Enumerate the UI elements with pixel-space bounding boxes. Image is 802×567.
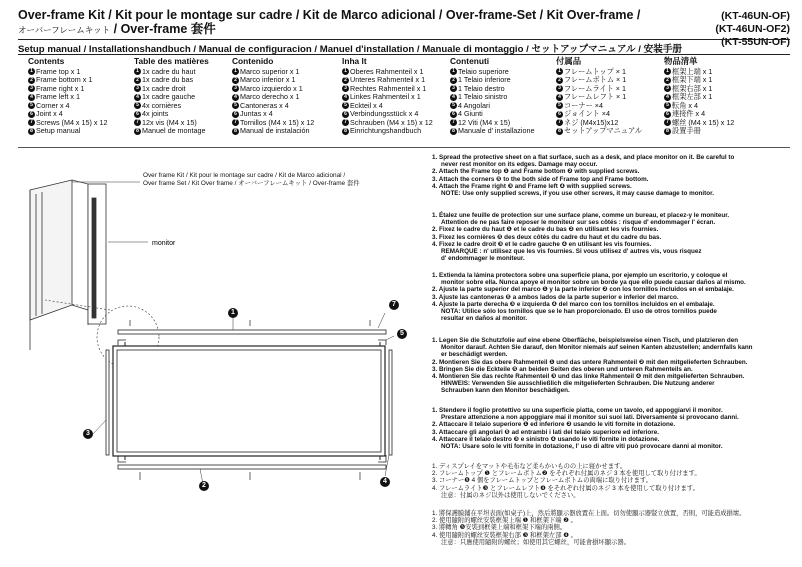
item-number-icon: 5 bbox=[556, 102, 563, 109]
instruction-block bbox=[432, 407, 792, 450]
callout-frame-top: 1 bbox=[228, 308, 238, 318]
contents-item bbox=[134, 127, 209, 136]
item-number-icon: 1 bbox=[342, 68, 349, 75]
instruction-block bbox=[432, 272, 792, 322]
item-number-icon: 7 bbox=[450, 119, 457, 126]
contents-item-label: Linkes Rahmenteil x 1 bbox=[350, 92, 421, 102]
instruction-line: resultar en daños al monitor. bbox=[441, 315, 528, 323]
contents-item-label: 1 Telaio destro bbox=[458, 83, 505, 93]
callout-frame-bottom: 2 bbox=[199, 481, 209, 491]
callout-frame-right: 4 bbox=[380, 477, 390, 487]
item-number-icon: 1 bbox=[134, 68, 141, 75]
instruction-block bbox=[432, 337, 792, 395]
item-number-icon: 5 bbox=[134, 102, 141, 109]
callout-frame-left: 3 bbox=[83, 429, 93, 439]
instruction-line: Monitor darauf. Achten Sie darauf, den Monitor niemals auf seinen Kanten abzustellen; andernfalls kann bbox=[441, 344, 753, 352]
item-number-icon: 2 bbox=[134, 77, 141, 84]
instruction-line: 3. コーナー❺ 4 個をフレームトップとフレームボトムの両端に取り付けます。 bbox=[432, 477, 652, 485]
item-number-icon: 2 bbox=[664, 77, 671, 84]
contents-item-label: Joint x 4 bbox=[36, 109, 63, 119]
instruction-block bbox=[432, 154, 792, 197]
contents-heading: Contenuti bbox=[450, 56, 490, 66]
contents-item-label: Eckteil x 4 bbox=[350, 100, 383, 110]
item-number-icon: 5 bbox=[664, 102, 671, 109]
contents-item-label: 框架下端 x 1 bbox=[672, 75, 713, 85]
item-number-icon: 8 bbox=[342, 128, 349, 135]
instruction-line: 4. Montieren Sie das rechte Rahmenteil ❸ und das linke Rahmenteil ❹ mit den mitgelieferten Schrauben. bbox=[432, 373, 745, 381]
contents-item-label: 框架左部 x 1 bbox=[672, 92, 713, 102]
contents-column bbox=[556, 57, 642, 136]
instruction-line: 4. Attach the Frame right ❸ and Frame left ❹ with supplied screws. bbox=[432, 182, 632, 190]
item-number-icon: 3 bbox=[450, 85, 457, 92]
instruction-line: 注意：只應使用隨附的螺丝；如使用其它螺丝，可能會損坏顯示器。 bbox=[441, 538, 630, 546]
contents-heading: Inha lt bbox=[342, 56, 367, 66]
instruction-line: 1. 將保護膜鋪在平坦表面(如桌子)上，然后將顯示器放置在上面。切勿使顯示器豎立放置，否則，可能造成損壞。 bbox=[432, 510, 746, 517]
item-number-icon: 3 bbox=[342, 85, 349, 92]
item-number-icon: 5 bbox=[28, 102, 35, 109]
instruction-line: 1. Extienda la lámina protectora sobre una superficie plana, por ejemplo un escritorio, y coloque el bbox=[432, 272, 728, 279]
contents-item bbox=[232, 127, 314, 136]
contents-item-label: 4x joints bbox=[142, 109, 169, 119]
contents-item-label: 転角 x 4 bbox=[672, 100, 698, 110]
frame-bottom bbox=[118, 465, 386, 469]
instruction-line: 4. フレームライト❸ とフレームレフト❹ をそれぞれ付属のネジ 3 本を使用して取り付けます。 bbox=[432, 484, 699, 492]
contents-column bbox=[28, 57, 108, 136]
instruction-line: 1. Étalez une feuille de protection sur une surface plane, comme un bureau, et placez-y le moniteur. bbox=[432, 212, 730, 219]
item-number-icon: 7 bbox=[556, 119, 563, 126]
contents-item-label: Manual de instalación bbox=[240, 126, 310, 136]
item-number-icon: 6 bbox=[556, 111, 563, 118]
contents-item-label: 螺丝 (M4 x 15) x 12 bbox=[672, 117, 735, 127]
monitor-panel bbox=[113, 346, 385, 456]
item-number-icon: 2 bbox=[232, 77, 239, 84]
contents-item-label: コーナー ×4 bbox=[564, 100, 603, 110]
instruction-line: er beschädigt werden. bbox=[441, 351, 508, 359]
item-number-icon: 8 bbox=[134, 128, 141, 135]
contents-item-label: 4 Giunti bbox=[458, 109, 483, 119]
model-numbers bbox=[715, 10, 790, 49]
monitor-label: monitor bbox=[152, 240, 176, 247]
item-number-icon: 4 bbox=[28, 94, 35, 101]
instruction-line: 2. Ajuste la parte superior del marco ❶ y la parte inferior ❷ con los tornillos incluidos en el embalaje. bbox=[432, 286, 734, 294]
callout-joint: 7 bbox=[389, 300, 399, 310]
item-number-icon: 1 bbox=[664, 68, 671, 75]
item-number-icon: 4 bbox=[232, 94, 239, 101]
instruction-line: 2. Fixez le cadre du haut ❶ et le cadre du bas ❷ en utilisant les vis fournies. bbox=[432, 226, 659, 234]
instruction-line: NOTA: Usare solo le viti fornite in dotazione, l' uso di altre viti può provocare danni al monitor. bbox=[441, 443, 723, 451]
contents-item-label: セットアップマニュアル bbox=[564, 126, 643, 136]
contents-item-label: ジョイント ×4 bbox=[564, 109, 610, 119]
contents-item-label: Screws (M4 x 15) x 12 bbox=[36, 117, 108, 127]
frame-left bbox=[106, 350, 109, 455]
subtitle: Setup manual / Installationshandbuch / Manual de configuracion / Manuel d'installation / Manuale di montaggio / セットアップマニュアル / 安装手册 bbox=[18, 44, 683, 55]
instruction-block bbox=[432, 510, 792, 546]
item-number-icon: 6 bbox=[28, 111, 35, 118]
contents-item bbox=[556, 127, 642, 136]
instruction-line: Attention de ne pas faire reposer le moniteur sur ses côtés : risque d' endommager l' écran. bbox=[441, 219, 716, 227]
contents-item-label: 4x cornières bbox=[142, 100, 182, 110]
contents-item-label: 框架右部 x 1 bbox=[672, 83, 713, 93]
contents-item-label: 設置手冊 bbox=[672, 126, 701, 136]
item-number-icon: 7 bbox=[342, 119, 349, 126]
contents-item-label: フレームレフト × 1 bbox=[564, 92, 627, 102]
divider-top bbox=[18, 39, 790, 40]
contents-item-label: 1x cadre du bas bbox=[142, 75, 194, 85]
contents-column bbox=[664, 57, 734, 136]
instruction-line: 4. 使用隨附的螺丝安裝框架右部 ❸ 和框架左部 ❹ 。 bbox=[432, 531, 577, 539]
contents-item-label: Einrichtungshandbuch bbox=[350, 126, 422, 136]
item-number-icon: 3 bbox=[232, 85, 239, 92]
contents-item-label: 12x vis (M4 x 15) bbox=[142, 117, 197, 127]
instruction-line: 3. Fixez les cornières ❺ des deux côtés du cadre du haut et du cadre du bas. bbox=[432, 233, 662, 241]
item-number-icon: 4 bbox=[556, 94, 563, 101]
contents-item-label: フレームライト × 1 bbox=[564, 83, 626, 93]
model-3: (KT-55UN-OF) bbox=[721, 36, 790, 48]
item-number-icon: 5 bbox=[450, 102, 457, 109]
instruction-line: 4. Ajuste la parte derecha ❸ e izquierda ❹ del marco con los tornillos incluidos en el embalaje. bbox=[432, 300, 715, 308]
item-number-icon: 1 bbox=[556, 68, 563, 75]
instruction-line: 3. 將轉角 ❺安裝到框架上端和框架下端的兩側。 bbox=[432, 524, 567, 532]
item-number-icon: 5 bbox=[342, 102, 349, 109]
contents-item-label: Marco derecho x 1 bbox=[240, 92, 300, 102]
instruction-line: 1. ディスプレイをマットや毛布など柔らかいものの上に寝かせます。 bbox=[432, 463, 627, 470]
callout-corner: 5 bbox=[397, 329, 407, 339]
instruction-block bbox=[432, 212, 792, 262]
contents-item-label: フレームトップ × 1 bbox=[564, 66, 626, 76]
model-1: (KT-46UN-OF) bbox=[721, 10, 790, 22]
contents-item-label: Setup manual bbox=[36, 126, 81, 136]
contents-item-label: Marco inferior x 1 bbox=[240, 75, 296, 85]
instruction-line: 1. Stendere il foglio protettivo su una superficie piatta, come un tavolo, ed appoggiarvi il monitor. bbox=[432, 407, 723, 414]
item-number-icon: 8 bbox=[664, 128, 671, 135]
contents-item-label: Tornillos (M4 x 15) x 12 bbox=[240, 117, 315, 127]
instruction-line: 2. フレームトップ ❶ とフレームボトム❷ をそれぞれ付属のネジ 3 本を使用して取り付けます。 bbox=[432, 470, 701, 478]
contents-item-label: Frame top x 1 bbox=[36, 66, 81, 76]
instruction-line: 2. Attach the Frame top ❶ and Frame bottom ❷ with supplied screws. bbox=[432, 168, 640, 176]
item-number-icon: 2 bbox=[556, 77, 563, 84]
instruction-line: never rest monitor on its edges. Damage may occur. bbox=[441, 161, 598, 169]
contents-heading: 物品清单 bbox=[664, 56, 698, 66]
item-number-icon: 4 bbox=[342, 94, 349, 101]
contents-item-label: Schrauben (M4 x 15) x 12 bbox=[350, 117, 433, 127]
contents-item-label: Corner x 4 bbox=[36, 100, 70, 110]
item-number-icon: 2 bbox=[342, 77, 349, 84]
contents-item bbox=[28, 127, 108, 136]
contents-item-label: 12 Viti (M4 x 15) bbox=[458, 117, 511, 127]
instruction-line: 3. Ajuste las cantoneras ❺ a ambos lados de la parte superior e inferior del marco. bbox=[432, 293, 679, 301]
title-line-1: Over-frame Kit / Kit pour le montage sur cadre / Kit de Marco adicional / Over-frame-Set / Kit Over-frame / bbox=[18, 8, 641, 22]
item-number-icon: 1 bbox=[28, 68, 35, 75]
contents-column bbox=[342, 57, 433, 136]
instruction-line: 2. Montieren Sie das obere Rahmenteil ❶ und das untere Rahmenteil ❷ mit den mitgelieferten Schrauben. bbox=[432, 358, 748, 366]
item-number-icon: 1 bbox=[232, 68, 239, 75]
contents-column bbox=[450, 57, 535, 136]
contents-item-label: 1x cadre gauche bbox=[142, 92, 196, 102]
contents-item-label: Manuale d' installazione bbox=[458, 126, 535, 136]
item-number-icon: 8 bbox=[450, 128, 457, 135]
item-number-icon: 2 bbox=[28, 77, 35, 84]
contents-item-label: Frame bottom x 1 bbox=[36, 75, 93, 85]
instruction-line: 1. Legen Sie die Schutzfolie auf eine ebene Oberfläche, beispielsweise einen Tisch, und platzieren den bbox=[432, 337, 739, 344]
instruction-line: monitor sobre ella. Nunca apoye el monitor sobre un borde ya que ello puede causar daños al mismo. bbox=[441, 279, 746, 287]
caption-line-1: Over frame Kit / Kit pour le montage sur cadre / Kit de Marco adicional / bbox=[143, 172, 346, 179]
item-number-icon: 6 bbox=[134, 111, 141, 118]
item-number-icon: 3 bbox=[134, 85, 141, 92]
instruction-line: 3. Bringen Sie die Eckteile ❺ an beiden Seiten des oberen und unteren Rahmenteils an. bbox=[432, 365, 693, 373]
instruction-line: Prestare attenzione a non appoggiare mai il monitor sui suoi lati. Diversamente si provocano danni. bbox=[441, 414, 739, 422]
caption-line-2: Over frame Set / Kit Over frame / オーバーフレームキット / Over-frame 套件 bbox=[143, 180, 360, 187]
item-number-icon: 6 bbox=[232, 111, 239, 118]
instruction-line: Schrauben kann den Monitor beschädigen. bbox=[441, 387, 570, 395]
item-number-icon: 8 bbox=[28, 128, 35, 135]
contents-item-label: Cantoneras x 4 bbox=[240, 100, 289, 110]
contents-item-label: 連接件 x 4 bbox=[672, 109, 706, 119]
item-number-icon: 4 bbox=[450, 94, 457, 101]
divider-contents bbox=[18, 147, 790, 148]
item-number-icon: 6 bbox=[450, 111, 457, 118]
instruction-line: 4. Attaccare il telaio destro ❸ e sinistro ❹ usando le viti fornite in dotazione. bbox=[432, 435, 660, 443]
contents-item-label: Juntas x 4 bbox=[240, 109, 273, 119]
document-title bbox=[18, 8, 640, 37]
item-number-icon: 8 bbox=[556, 128, 563, 135]
frame-top bbox=[118, 330, 386, 334]
contents-item-label: Frame left x 1 bbox=[36, 92, 80, 102]
contents-item-label: Telaio superiore bbox=[458, 66, 509, 76]
instruction-line: NOTE: Use only supplied screws, if you use other screws, it may cause damage to monitor. bbox=[441, 190, 714, 198]
item-number-icon: 7 bbox=[28, 119, 35, 126]
item-number-icon: 2 bbox=[450, 77, 457, 84]
contents-item-label: ネジ (M4x15)x12 bbox=[564, 117, 619, 127]
item-number-icon: 3 bbox=[556, 85, 563, 92]
item-number-icon: 7 bbox=[664, 119, 671, 126]
contents-item bbox=[664, 127, 734, 136]
contents-item-label: 框架上端 x 1 bbox=[672, 66, 713, 76]
item-number-icon: 3 bbox=[28, 85, 35, 92]
contents-item-label: Unteres Rahmenteil x 1 bbox=[350, 75, 426, 85]
contents-item-label: 1 Telaio sinistro bbox=[458, 92, 508, 102]
instruction-line: 2. 使用隨附的螺丝安裝框架上端 ❶ 和框架下端 ❷ 。 bbox=[432, 517, 577, 525]
frame-right bbox=[389, 350, 392, 455]
contents-item-label: Rechtes Rahmenteil x 1 bbox=[350, 83, 427, 93]
instruction-line: NOTA: Utilice sólo los tornillos que se le han proporcionado. El uso de otros tornillos puede bbox=[441, 308, 717, 316]
contents-column bbox=[232, 57, 314, 136]
title-jp: オーバーフレームキット bbox=[18, 25, 111, 35]
item-number-icon: 1 bbox=[450, 68, 457, 75]
contents-item-label: 1x cadre du haut bbox=[142, 66, 196, 76]
instruction-line: 4. Fixez le cadre droit ❸ et le cadre gauche ❹ en utilisant les vis fournies. bbox=[432, 240, 652, 248]
monitor-sketch bbox=[30, 180, 106, 350]
contents-item bbox=[450, 127, 535, 136]
item-number-icon: 4 bbox=[134, 94, 141, 101]
contents-item-label: Marco izquierdo x 1 bbox=[240, 83, 303, 93]
contents-column bbox=[134, 57, 209, 136]
divider-subtitle bbox=[18, 54, 790, 55]
item-number-icon: 5 bbox=[232, 102, 239, 109]
item-number-icon: 7 bbox=[134, 119, 141, 126]
contents-item-label: Frame right x 1 bbox=[36, 83, 85, 93]
contents-heading: 付属品 bbox=[556, 56, 582, 66]
assembly-diagram bbox=[0, 150, 425, 565]
instruction-line: 1. Spread the protective sheet on a flat surface, such as a desk, and place monitor on it. Be careful to bbox=[432, 154, 735, 161]
item-number-icon: 7 bbox=[232, 119, 239, 126]
model-2: (KT-46UN-OF2) bbox=[715, 23, 790, 35]
instruction-line: 注意：付属のネジ以外は使用しないでください。 bbox=[441, 491, 580, 499]
instruction-line: 2. Attaccare il telaio superiore ❶ ed inferiore ❷ usando le viti fornite in dotazione. bbox=[432, 421, 676, 429]
instruction-line: REMARQUE : n' utilisez que les vis fournies. Si vous utilisez d' autres vis, vous risquez bbox=[441, 248, 702, 256]
item-number-icon: 8 bbox=[232, 128, 239, 135]
instruction-line: 3. Attaccare gli angolari ❺ ad entrambi i lati del telaio superiore ed inferiore. bbox=[432, 428, 659, 436]
contents-item-label: Oberes Rahmenteil x 1 bbox=[350, 66, 424, 76]
contents-item-label: 4 Angolari bbox=[458, 100, 490, 110]
title-cn: / Over-frame 套件 bbox=[110, 22, 216, 36]
contents-item-label: 1 Telaio inferiore bbox=[458, 75, 511, 85]
title-line-2 bbox=[18, 22, 640, 37]
contents-item-label: 1x cadre droit bbox=[142, 83, 186, 93]
contents-heading: Contents bbox=[28, 56, 65, 66]
item-number-icon: 6 bbox=[664, 111, 671, 118]
instruction-line: HINWEIS: Verwenden Sie ausschließlich die mitgelieferten Schrauben. Die Nutzung anderer bbox=[441, 380, 715, 388]
item-number-icon: 4 bbox=[664, 94, 671, 101]
instruction-block bbox=[432, 463, 792, 499]
instruction-line: 3. Attach the corners ❺ to the both side of Frame top and Frame bottom. bbox=[432, 175, 649, 183]
item-number-icon: 6 bbox=[342, 111, 349, 118]
contents-item-label: Manuel de montage bbox=[142, 126, 206, 136]
item-number-icon: 3 bbox=[664, 85, 671, 92]
contents-heading: Contenido bbox=[232, 56, 274, 66]
contents-item-label: フレームボトム × 1 bbox=[564, 75, 627, 85]
contents-item-label: Verbindungsstück x 4 bbox=[350, 109, 419, 119]
contents-item-label: Marco superior x 1 bbox=[240, 66, 300, 76]
instruction-line: d' endommager le moniteur. bbox=[441, 255, 525, 263]
contents-heading: Table des matières bbox=[134, 56, 209, 66]
contents-item bbox=[342, 127, 433, 136]
